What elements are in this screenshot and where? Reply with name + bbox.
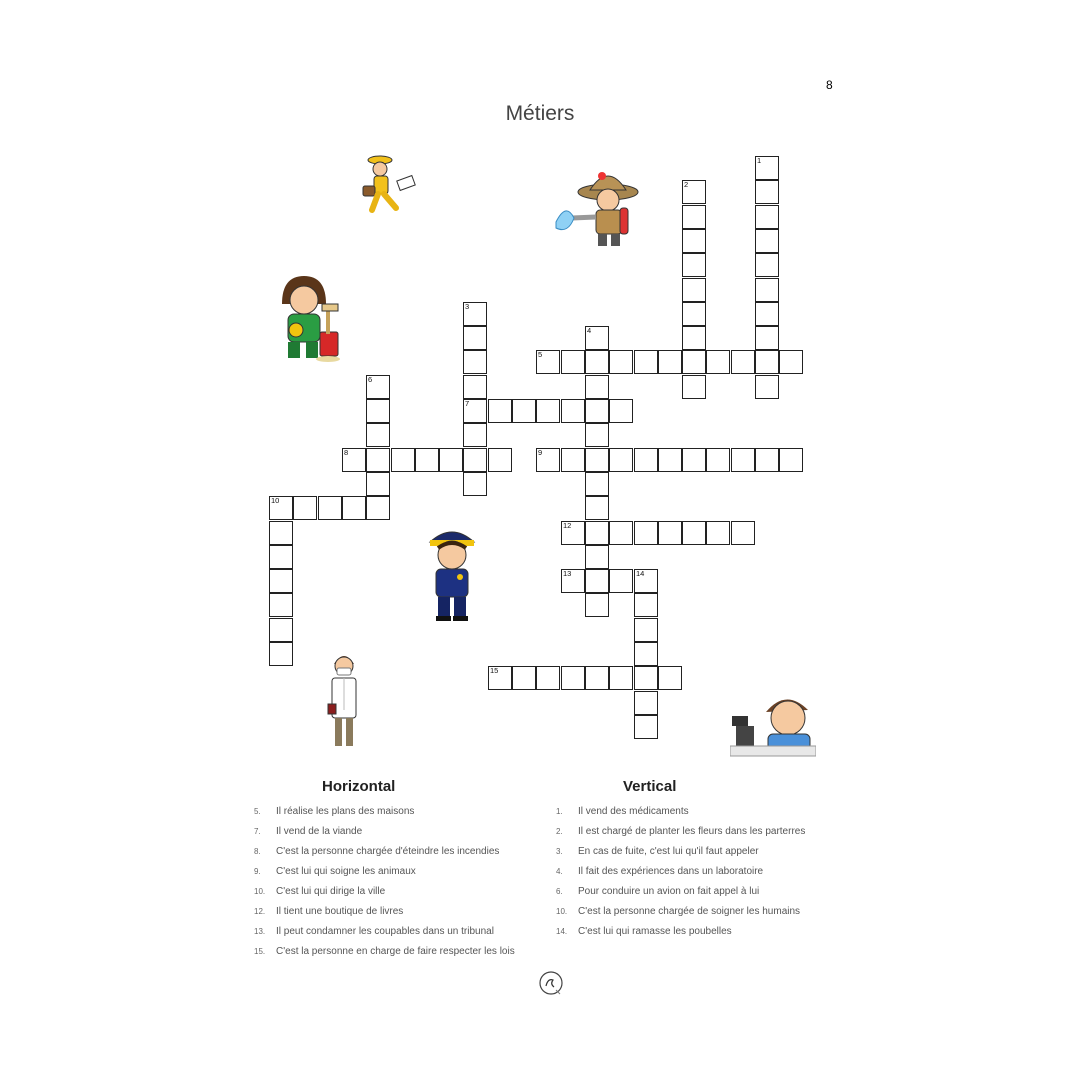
horizontal-clue — [254, 944, 515, 964]
clue-text: Il tient une boutique de livres — [276, 906, 404, 917]
crossword-cell[interactable] — [755, 350, 779, 374]
crossword-cell[interactable] — [269, 642, 293, 666]
crossword-cell[interactable] — [682, 448, 706, 472]
vertical-heading: Vertical — [623, 778, 677, 795]
vertical-clue — [556, 904, 805, 924]
clue-number: 9. — [254, 867, 261, 876]
crossword-cell[interactable] — [585, 326, 609, 350]
crossword-cell[interactable] — [682, 375, 706, 399]
crossword-cell[interactable] — [585, 521, 609, 545]
crossword-cell[interactable] — [585, 423, 609, 447]
crossword-cell[interactable] — [269, 545, 293, 569]
crossword-cell[interactable] — [682, 521, 706, 545]
clue-number: 10 — [271, 496, 280, 505]
crossword-cell[interactable] — [585, 448, 609, 472]
crossword-cell[interactable] — [415, 448, 439, 472]
clue-text: Il réalise les plans des maisons — [276, 806, 415, 817]
crossword-cell[interactable] — [366, 375, 390, 399]
clue-text: Il fait des expériences dans un laboratoire — [578, 866, 764, 877]
vertical-clue — [556, 864, 805, 884]
crossword-cell[interactable] — [366, 472, 390, 496]
crossword-cell[interactable] — [561, 521, 585, 545]
crossword-cell[interactable] — [269, 521, 293, 545]
crossword-cell[interactable] — [731, 350, 755, 374]
crossword-cell[interactable] — [512, 399, 536, 423]
crossword-cell[interactable] — [536, 448, 560, 472]
cashier-illustration — [730, 690, 816, 760]
crossword-cell[interactable] — [269, 593, 293, 617]
crossword-cell[interactable] — [755, 375, 779, 399]
crossword-cell[interactable] — [463, 302, 487, 326]
crossword-cell[interactable] — [585, 545, 609, 569]
clue-number: 1 — [757, 156, 762, 165]
clue-number: 8 — [344, 448, 349, 457]
page-number: 8 — [826, 78, 833, 92]
crossword-cell[interactable] — [585, 666, 609, 690]
doctor-illustration — [324, 650, 364, 750]
crossword-cell[interactable] — [682, 205, 706, 229]
crossword-cell[interactable] — [488, 666, 512, 690]
crossword-cell[interactable] — [366, 496, 390, 520]
clue-number: 12. — [254, 907, 266, 916]
crossword-cell[interactable] — [439, 448, 463, 472]
crossword-cell[interactable] — [269, 569, 293, 593]
clue-number: 7. — [254, 827, 261, 836]
clue-number: 5. — [254, 807, 261, 816]
horizontal-clue — [254, 804, 515, 824]
crossword-cell[interactable] — [658, 521, 682, 545]
crossword-cell[interactable] — [706, 521, 730, 545]
crossword-cell[interactable] — [585, 593, 609, 617]
vertical-clue — [556, 804, 805, 824]
crossword-cell[interactable] — [536, 666, 560, 690]
vertical-clue-list — [556, 804, 805, 944]
publisher-logo-icon — [538, 970, 564, 996]
clue-number: 10. — [254, 887, 266, 896]
crossword-cell[interactable] — [463, 326, 487, 350]
crossword-cell[interactable] — [634, 448, 658, 472]
clue-number: 2. — [556, 827, 563, 836]
crossword-cell[interactable] — [731, 448, 755, 472]
crossword-cell[interactable] — [463, 448, 487, 472]
horizontal-clue — [254, 904, 515, 924]
crossword-cell[interactable] — [779, 448, 803, 472]
firefighter-illustration — [552, 162, 642, 248]
crossword-cell[interactable] — [585, 472, 609, 496]
crossword-cell[interactable] — [609, 569, 633, 593]
clue-text: En cas de fuite, c'est lui qu'il faut appeler — [578, 846, 759, 857]
crossword-cell[interactable] — [463, 375, 487, 399]
crossword-cell[interactable] — [366, 399, 390, 423]
clue-number: 3 — [465, 302, 470, 311]
crossword-cell[interactable] — [731, 521, 755, 545]
page-title: Métiers — [505, 102, 575, 125]
clue-text: C'est la personne en charge de faire respecter les lois — [276, 946, 515, 957]
crossword-cell[interactable] — [634, 593, 658, 617]
vertical-clue — [556, 824, 805, 844]
clue-text: Il peut condamner les coupables dans un tribunal — [276, 926, 494, 937]
crossword-cell[interactable] — [609, 666, 633, 690]
crossword-cell[interactable] — [366, 423, 390, 447]
crossword-cell[interactable] — [755, 205, 779, 229]
vertical-clue — [556, 924, 805, 944]
crossword-cell[interactable] — [682, 278, 706, 302]
crossword-cell[interactable] — [755, 253, 779, 277]
crossword-cell[interactable] — [585, 569, 609, 593]
crossword-cell[interactable] — [561, 448, 585, 472]
crossword-cell[interactable] — [682, 180, 706, 204]
crossword-cell[interactable] — [634, 715, 658, 739]
crossword-cell[interactable] — [463, 472, 487, 496]
clue-text: Pour conduire un avion on fait appel à lui — [578, 886, 760, 897]
vertical-clue — [556, 844, 805, 864]
clue-number: 12 — [563, 521, 572, 530]
crossword-cell[interactable] — [342, 496, 366, 520]
crossword-cell[interactable] — [561, 350, 585, 374]
crossword-cell[interactable] — [755, 229, 779, 253]
crossword-cell[interactable] — [536, 399, 560, 423]
clue-number: 13 — [563, 569, 572, 578]
crossword-cell[interactable] — [755, 278, 779, 302]
horizontal-heading: Horizontal — [322, 778, 396, 795]
crossword-cell[interactable] — [561, 399, 585, 423]
clue-text: Il est chargé de planter les fleurs dans les parterres — [578, 826, 806, 837]
crossword-cell[interactable] — [488, 448, 512, 472]
crossword-cell[interactable] — [634, 642, 658, 666]
crossword-cell[interactable] — [585, 399, 609, 423]
crossword-cell[interactable] — [342, 448, 366, 472]
police-officer-illustration — [424, 522, 480, 622]
crossword-cell[interactable] — [609, 399, 633, 423]
crossword-cell[interactable] — [755, 180, 779, 204]
clue-number: 15 — [490, 666, 499, 675]
clue-number: 3. — [556, 847, 563, 856]
clue-text: Il vend de la viande — [276, 826, 363, 837]
crossword-cell[interactable] — [293, 496, 317, 520]
crossword-cell[interactable] — [634, 350, 658, 374]
horizontal-clue — [254, 924, 515, 944]
mail-carrier-illustration — [360, 152, 420, 218]
crossword-cell[interactable] — [658, 448, 682, 472]
crossword-cell[interactable] — [585, 496, 609, 520]
crossword-cell[interactable] — [269, 618, 293, 642]
crossword-cell[interactable] — [658, 666, 682, 690]
clue-text: C'est lui qui soigne les animaux — [276, 866, 416, 877]
clue-number: 14 — [636, 569, 645, 578]
crossword-cell[interactable] — [755, 326, 779, 350]
crossword-cell[interactable] — [318, 496, 342, 520]
crossword-cell[interactable] — [561, 666, 585, 690]
crossword-cell[interactable] — [561, 569, 585, 593]
horizontal-clue — [254, 824, 515, 844]
crossword-cell[interactable] — [755, 302, 779, 326]
crossword-cell[interactable] — [536, 350, 560, 374]
crossword-cell[interactable] — [682, 229, 706, 253]
crossword-cell[interactable] — [463, 399, 487, 423]
crossword-cell[interactable] — [463, 423, 487, 447]
crossword-cell[interactable] — [512, 666, 536, 690]
crossword-cell[interactable] — [682, 350, 706, 374]
clue-number: 6 — [368, 375, 373, 384]
clue-number: 5 — [538, 350, 543, 359]
crossword-cell[interactable] — [609, 350, 633, 374]
clue-number: 4 — [587, 326, 592, 335]
horizontal-clue — [254, 884, 515, 904]
crossword-cell[interactable] — [634, 691, 658, 715]
crossword-cell[interactable] — [269, 496, 293, 520]
crossword-cell[interactable] — [658, 350, 682, 374]
crossword-cell[interactable] — [682, 253, 706, 277]
crossword-cell[interactable] — [706, 350, 730, 374]
crossword-cell[interactable] — [706, 448, 730, 472]
clue-number: 15. — [254, 947, 266, 956]
clue-text: Il vend des médicaments — [578, 806, 689, 817]
cleaner-illustration — [274, 274, 344, 364]
horizontal-clue — [254, 864, 515, 884]
clue-text: C'est lui qui ramasse les poubelles — [578, 926, 732, 937]
crossword-cell[interactable] — [366, 448, 390, 472]
clue-text: C'est la personne chargée de soigner les humains — [578, 906, 801, 917]
clue-number: 9 — [538, 448, 543, 457]
crossword-cell[interactable] — [391, 448, 415, 472]
clue-number: 8. — [254, 847, 261, 856]
clue-text: C'est lui qui dirige la ville — [276, 886, 386, 897]
crossword-cell[interactable] — [609, 448, 633, 472]
crossword-cell[interactable] — [585, 375, 609, 399]
crossword-cell[interactable] — [488, 399, 512, 423]
crossword-cell[interactable] — [779, 350, 803, 374]
clue-number: 13. — [254, 927, 266, 936]
horizontal-clue-list — [254, 804, 515, 964]
crossword-cell[interactable] — [755, 448, 779, 472]
clue-number: 2 — [684, 180, 689, 189]
vertical-clue — [556, 884, 805, 904]
crossword-cell[interactable] — [634, 618, 658, 642]
horizontal-clue — [254, 844, 515, 864]
clue-text: C'est la personne chargée d'éteindre les incendies — [276, 846, 500, 857]
crossword-cell[interactable] — [585, 350, 609, 374]
clue-number: 1. — [556, 807, 563, 816]
crossword-cell[interactable] — [634, 569, 658, 593]
clue-number: 7 — [465, 399, 470, 408]
crossword-cell[interactable] — [755, 156, 779, 180]
clue-number: 10. — [556, 907, 568, 916]
crossword-cell[interactable] — [609, 521, 633, 545]
clue-number: 6. — [556, 887, 563, 896]
crossword-cell[interactable] — [682, 302, 706, 326]
crossword-cell[interactable] — [634, 666, 658, 690]
clue-number: 14. — [556, 927, 568, 936]
clue-number: 4. — [556, 867, 563, 876]
crossword-cell[interactable] — [634, 521, 658, 545]
crossword-cell[interactable] — [463, 350, 487, 374]
crossword-cell[interactable] — [682, 326, 706, 350]
